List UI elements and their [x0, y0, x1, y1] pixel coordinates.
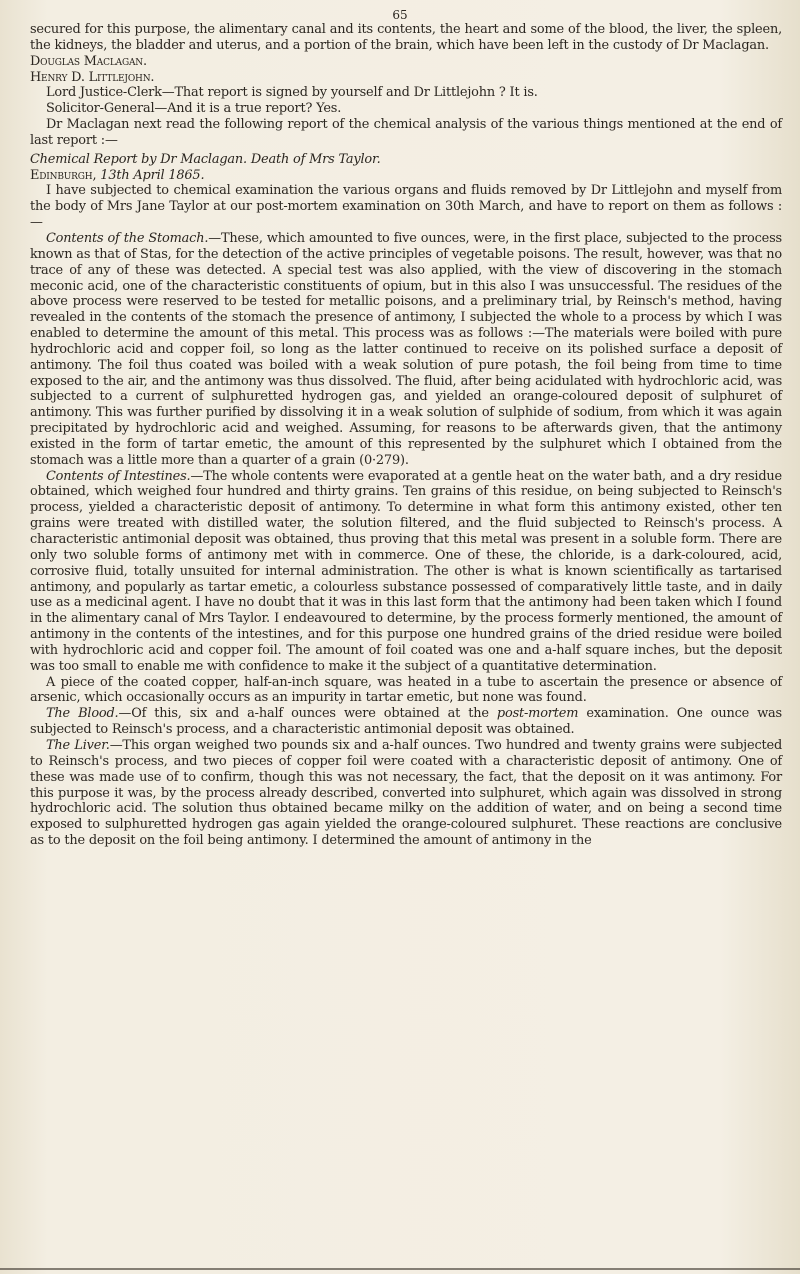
- paragraph-examination: I have subjected to chemical examination the various organs and fluids removed by Dr Littlejohn and myself from the body of Mrs Jane Taylor at our post-mortem examination on 30th March, and have to report on them as follows :—: [30, 183, 782, 231]
- section-text: —This organ weighed two pounds six and a-half ounces. Two hundred and twenty grains were subjected to Reinsch's process, and two pieces of copper foil were coated with a characteristic deposit of antimony. One of these was made use of to confirm, though this was not necessary, the fact, that the deposit on it was antimony. For this purpose it was, by the process already described, converted into sulphuret, which again was dissolved in strong hydrochloric acid. The solution thus obtained became milky on the addition of water, and on being a second time exposed to sulphuretted hydrogen gas again yielded the orange-coloured sulphuret. These reactions are conclusive as to the deposit on the foil being antimony. I determined the amount of antimony in the: [30, 737, 783, 849]
- paragraph-lord-justice-clerk: Lord Justice-Clerk—That report is signed by yourself and Dr Littlejohn ? It is.: [46, 85, 538, 101]
- section-heading: The Blood.: [46, 706, 119, 722]
- section-heading: The Liver.: [46, 737, 110, 753]
- paragraph-arsenic: A piece of the coated copper, half-an-inch square, was heated in a tube to ascertain the presence or absence of arsenic, which occasionally occurs as an impurity in tartar emetic, but none was found.: [30, 674, 782, 706]
- section-text: —The whole contents were evaporated at a gentle heat on the water bath, and a dry residue obtained, which weighed four hundred and thirty grains. Ten grains of this residue, on being subjected to Reinsch's process, yielded a characteristic deposit of antimony. To determine in what form this antimony existed, other ten grains were treated with distilled water, the solution filtered, and the fluid subjected to Reinsch's process. A characteristic antimonial deposit was obtained, thus proving that this metal was present in a soluble form. There are only two soluble forms of antimony met with in commerce. One of these, the chloride, is a dark-coloured, acid, corrosive fluid, totally unsuited for internal administration. The other is what is known scientifically as tartarised antimony, and popularly as tartar emetic, a colourless substance possessed of comparatively little taste, and in daily use as a medicinal agent. I have no doubt that it was in this last form that the antimony had been taken which I found in the alimentary canal of Mrs Taylor. I endeavoured to determine, by the process formerly mentioned, the amount of antimony in the contents of the intestines, and for this purpose one hundred grains of the dried residue were boiled with hydrochloric acid and copper foil. The amount of foil coated was one and a-half square inches, but the deposit was too small to enable me with confidence to make it the subject of a quantitative determination.: [30, 468, 782, 674]
- signature-maclagan: Douglas Maclagan.: [30, 53, 147, 69]
- paragraph-solicitor-general: Solicitor-General—And it is a true report? Yes.: [46, 101, 342, 117]
- section-heading: Contents of the Stomach.: [46, 230, 209, 246]
- paragraph-report-intro: Dr Maclagan next read the following report of the chemical analysis of the various things mentioned at the end of last report :—: [30, 117, 782, 148]
- emphasis: post-mortem: [496, 706, 579, 722]
- paragraph-intro: secured for this purpose, the alimentary canal and its contents, the heart and some of the blood, the liver, the spleen, the kidneys, the bladder and uterus, and a portion of the brain, which have been left in the custody of Dr Maclagan.: [30, 22, 782, 53]
- signature-littlejohn: Henry D. Littlejohn.: [30, 69, 155, 85]
- page-body: [30, 22, 782, 849]
- section-blood: [30, 706, 782, 738]
- page-number: 65: [392, 8, 408, 22]
- page-bottom-edge: [0, 1268, 800, 1270]
- report-title: Chemical Report by Dr Maclagan. Death of Mrs Taylor.: [30, 151, 381, 167]
- section-stomach: [30, 231, 782, 469]
- section-text: —These, which amounted to five ounces, were, in the first place, subjected to the process known as that of Stas, for the detection of the active principles of vegetable poisons. The result, however, was that no trace of any of these was detected. A special test was also applied, with the view of discovering in the stomach meconic acid, one of the characteristic constituents of opium, but in this also I was unsuccessful. The residues of the above process were reserved to be tested for metallic poisons, and a preliminary trial, by Reinsch's method, having revealed in the contents of the stomach the presence of antimony, I subjected the whole to a process by which I was enabled to determine the amount of this metal. This process was as follows :—The materials were boiled with pure hydrochloric acid and copper foil, so long as the latter continued to receive on its polished surface a deposit of antimony. The foil thus coated was boiled with a weak solution of pure potash, the foil being from time to time exposed to the air, and the antimony was thus dissolved. The fluid, after being acidulated with hydrochloric acid, was subjected to a current of sulphuretted hydrogen gas, and yielded an orange-coloured deposit of sulphuret of antimony. This was further purified by dissolving it in a weak solution of sulphide of sodium, from which it was again precipitated by hydrochloric acid and weighed. Assuming, for reasons to be afterwards given, that the antimony existed in the form of tartar emetic, the amount of this represented by the sulphuret which I obtained from the stomach was a little more than a quarter of a grain (0·279).: [30, 230, 782, 468]
- section-text: —Of this, six and a-half ounces were obtained at the: [118, 706, 497, 722]
- dateline-place: Edinburgh,: [30, 167, 97, 183]
- section-liver: [30, 738, 782, 849]
- section-heading: Contents of Intestines.: [46, 468, 191, 484]
- section-intestines: [30, 469, 782, 675]
- dateline-date: 13th April 1865.: [100, 167, 205, 183]
- report-dateline: [30, 168, 782, 184]
- section-text: examination. One ounce was subjected to Reinsch's process, and a characteristic antimonial deposit was obtained.: [30, 706, 782, 738]
